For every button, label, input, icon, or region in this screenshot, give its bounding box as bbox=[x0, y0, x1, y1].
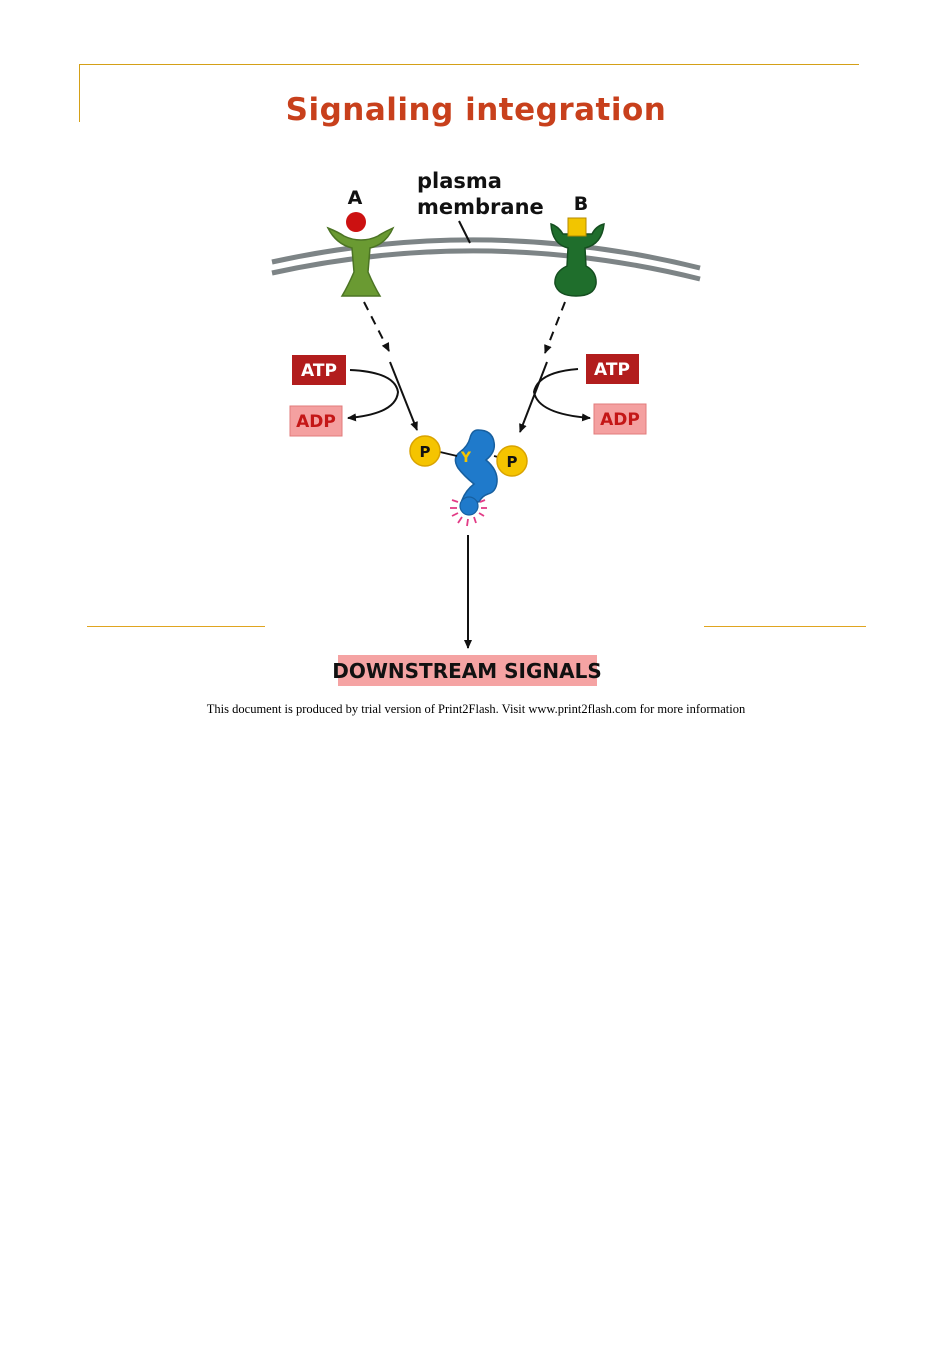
footer-notice: This document is produced by trial version of Print2Flash. Visit www.print2flash.com for more information bbox=[206, 702, 746, 716]
phosphorylation-arrow-left bbox=[390, 362, 417, 430]
plasma-membrane bbox=[272, 240, 700, 279]
adp-label-right: ADP bbox=[600, 410, 640, 430]
atp-label-left: ATP bbox=[301, 361, 337, 381]
phosphate-link-left bbox=[440, 452, 457, 456]
downstream-signals-label: DOWNSTREAM SIGNALS bbox=[332, 659, 602, 683]
page-title: Signaling integration bbox=[285, 92, 667, 128]
membrane-label-line1: plasma bbox=[417, 169, 502, 193]
phosphate-left-label: P bbox=[419, 443, 431, 461]
signal-arrow-a bbox=[364, 302, 389, 351]
tyrosine-residue-label: Y bbox=[460, 450, 472, 466]
atp-label-right: ATP bbox=[594, 360, 630, 380]
target-protein bbox=[455, 430, 497, 515]
signal-arrow-b bbox=[545, 302, 565, 353]
receptor-a-label: A bbox=[347, 187, 363, 209]
ligand-b bbox=[568, 218, 586, 236]
phosphorylation-arrow-right bbox=[520, 362, 547, 432]
phosphate-right-label: P bbox=[506, 453, 518, 471]
membrane-label-line2: membrane bbox=[417, 195, 544, 219]
adp-label-left: ADP bbox=[296, 412, 336, 432]
atp-adp-arrow-left bbox=[348, 370, 398, 418]
ligand-a bbox=[346, 212, 366, 232]
receptor-b-label: B bbox=[573, 193, 589, 215]
